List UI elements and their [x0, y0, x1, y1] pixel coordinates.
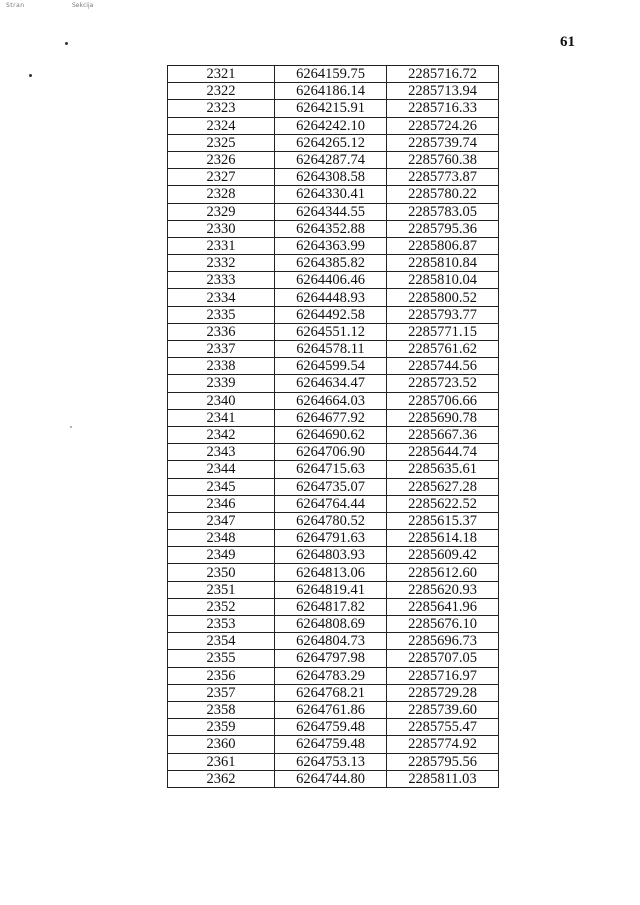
- table-row: [168, 237, 499, 254]
- table-row: [168, 134, 499, 151]
- point-number-cell: 2342: [168, 426, 275, 443]
- table-row: [168, 667, 499, 684]
- point-number-cell: 2362: [168, 770, 275, 787]
- table-row: [168, 203, 499, 220]
- point-number-cell: 2337: [168, 341, 275, 358]
- y-coordinate-cell: 2285774.92: [387, 736, 499, 753]
- table-row: [168, 151, 499, 168]
- x-coordinate-cell: 6264808.69: [275, 616, 387, 633]
- x-coordinate-cell: 6264634.47: [275, 375, 387, 392]
- x-coordinate-cell: 6264715.63: [275, 461, 387, 478]
- point-number-cell: 2355: [168, 650, 275, 667]
- y-coordinate-cell: 2285771.15: [387, 323, 499, 340]
- point-number-cell: 2335: [168, 306, 275, 323]
- table-row: [168, 117, 499, 134]
- table-row: [168, 650, 499, 667]
- y-coordinate-cell: 2285723.52: [387, 375, 499, 392]
- point-number-cell: 2336: [168, 323, 275, 340]
- coordinates-table-body: [168, 66, 499, 788]
- table-row: [168, 461, 499, 478]
- y-coordinate-cell: 2285622.52: [387, 495, 499, 512]
- x-coordinate-cell: 6264330.41: [275, 186, 387, 203]
- y-coordinate-cell: 2285739.74: [387, 134, 499, 151]
- x-coordinate-cell: 6264803.93: [275, 547, 387, 564]
- y-coordinate-cell: 2285780.22: [387, 186, 499, 203]
- y-coordinate-cell: 2285690.78: [387, 409, 499, 426]
- scan-mark-right: Sekcija: [72, 2, 94, 9]
- y-coordinate-cell: 2285706.66: [387, 392, 499, 409]
- y-coordinate-cell: 2285806.87: [387, 237, 499, 254]
- x-coordinate-cell: 6264744.80: [275, 770, 387, 787]
- y-coordinate-cell: 2285641.96: [387, 598, 499, 615]
- table-row: [168, 186, 499, 203]
- x-coordinate-cell: 6264352.88: [275, 220, 387, 237]
- table-row: [168, 220, 499, 237]
- x-coordinate-cell: 6264406.46: [275, 272, 387, 289]
- x-coordinate-cell: 6264308.58: [275, 169, 387, 186]
- table-row: [168, 323, 499, 340]
- x-coordinate-cell: 6264677.92: [275, 409, 387, 426]
- point-number-cell: 2356: [168, 667, 275, 684]
- point-number-cell: 2354: [168, 633, 275, 650]
- x-coordinate-cell: 6264265.12: [275, 134, 387, 151]
- y-coordinate-cell: 2285724.26: [387, 117, 499, 134]
- table-row: [168, 409, 499, 426]
- table-row: [168, 736, 499, 753]
- x-coordinate-cell: 6264817.82: [275, 598, 387, 615]
- point-number-cell: 2357: [168, 684, 275, 701]
- table-row: [168, 83, 499, 100]
- point-number-cell: 2353: [168, 616, 275, 633]
- table-row: [168, 392, 499, 409]
- y-coordinate-cell: 2285635.61: [387, 461, 499, 478]
- x-coordinate-cell: 6264599.54: [275, 358, 387, 375]
- table-row: [168, 598, 499, 615]
- point-number-cell: 2359: [168, 719, 275, 736]
- y-coordinate-cell: 2285627.28: [387, 478, 499, 495]
- point-number-cell: 2338: [168, 358, 275, 375]
- x-coordinate-cell: 6264753.13: [275, 753, 387, 770]
- table-row: [168, 581, 499, 598]
- table-row: [168, 426, 499, 443]
- table-row: [168, 341, 499, 358]
- point-number-cell: 2341: [168, 409, 275, 426]
- y-coordinate-cell: 2285755.47: [387, 719, 499, 736]
- y-coordinate-cell: 2285761.62: [387, 341, 499, 358]
- point-number-cell: 2327: [168, 169, 275, 186]
- table-row: [168, 684, 499, 701]
- y-coordinate-cell: 2285615.37: [387, 512, 499, 529]
- y-coordinate-cell: 2285811.03: [387, 770, 499, 787]
- point-number-cell: 2332: [168, 255, 275, 272]
- point-number-cell: 2339: [168, 375, 275, 392]
- table-row: [168, 753, 499, 770]
- y-coordinate-cell: 2285795.56: [387, 753, 499, 770]
- point-number-cell: 2350: [168, 564, 275, 581]
- x-coordinate-cell: 6264759.48: [275, 719, 387, 736]
- x-coordinate-cell: 6264363.99: [275, 237, 387, 254]
- point-number-cell: 2340: [168, 392, 275, 409]
- table-row: [168, 444, 499, 461]
- table-row: [168, 100, 499, 117]
- y-coordinate-cell: 2285667.36: [387, 426, 499, 443]
- point-number-cell: 2349: [168, 547, 275, 564]
- point-number-cell: 2322: [168, 83, 275, 100]
- y-coordinate-cell: 2285795.36: [387, 220, 499, 237]
- x-coordinate-cell: 6264551.12: [275, 323, 387, 340]
- table-row: [168, 547, 499, 564]
- x-coordinate-cell: 6264761.86: [275, 701, 387, 718]
- x-coordinate-cell: 6264819.41: [275, 581, 387, 598]
- scan-mark-left: Stran: [6, 2, 25, 9]
- table-row: [168, 495, 499, 512]
- y-coordinate-cell: 2285713.94: [387, 83, 499, 100]
- point-number-cell: 2358: [168, 701, 275, 718]
- point-number-cell: 2331: [168, 237, 275, 254]
- y-coordinate-cell: 2285716.97: [387, 667, 499, 684]
- x-coordinate-cell: 6264690.62: [275, 426, 387, 443]
- table-row: [168, 358, 499, 375]
- y-coordinate-cell: 2285716.33: [387, 100, 499, 117]
- point-number-cell: 2330: [168, 220, 275, 237]
- point-number-cell: 2321: [168, 66, 275, 83]
- point-number-cell: 2360: [168, 736, 275, 753]
- y-coordinate-cell: 2285793.77: [387, 306, 499, 323]
- y-coordinate-cell: 2285612.60: [387, 564, 499, 581]
- x-coordinate-cell: 6264759.48: [275, 736, 387, 753]
- point-number-cell: 2325: [168, 134, 275, 151]
- x-coordinate-cell: 6264706.90: [275, 444, 387, 461]
- y-coordinate-cell: 2285676.10: [387, 616, 499, 633]
- point-number-cell: 2326: [168, 151, 275, 168]
- table-row: [168, 701, 499, 718]
- page-number: 61: [560, 34, 575, 50]
- y-coordinate-cell: 2285744.56: [387, 358, 499, 375]
- x-coordinate-cell: 6264804.73: [275, 633, 387, 650]
- table-row: [168, 169, 499, 186]
- table-row: [168, 272, 499, 289]
- point-number-cell: 2351: [168, 581, 275, 598]
- point-number-cell: 2343: [168, 444, 275, 461]
- x-coordinate-cell: 6264186.14: [275, 83, 387, 100]
- y-coordinate-cell: 2285707.05: [387, 650, 499, 667]
- x-coordinate-cell: 6264344.55: [275, 203, 387, 220]
- y-coordinate-cell: 2285644.74: [387, 444, 499, 461]
- x-coordinate-cell: 6264780.52: [275, 512, 387, 529]
- point-number-cell: 2344: [168, 461, 275, 478]
- scan-speck: [70, 426, 72, 428]
- x-coordinate-cell: 6264783.29: [275, 667, 387, 684]
- x-coordinate-cell: 6264791.63: [275, 530, 387, 547]
- x-coordinate-cell: 6264287.74: [275, 151, 387, 168]
- x-coordinate-cell: 6264764.44: [275, 495, 387, 512]
- x-coordinate-cell: 6264385.82: [275, 255, 387, 272]
- table-row: [168, 375, 499, 392]
- y-coordinate-cell: 2285783.05: [387, 203, 499, 220]
- y-coordinate-cell: 2285716.72: [387, 66, 499, 83]
- scan-speck: [29, 74, 32, 77]
- point-number-cell: 2328: [168, 186, 275, 203]
- point-number-cell: 2329: [168, 203, 275, 220]
- x-coordinate-cell: 6264735.07: [275, 478, 387, 495]
- table-row: [168, 616, 499, 633]
- point-number-cell: 2346: [168, 495, 275, 512]
- table-row: [168, 289, 499, 306]
- x-coordinate-cell: 6264797.98: [275, 650, 387, 667]
- y-coordinate-cell: 2285696.73: [387, 633, 499, 650]
- y-coordinate-cell: 2285810.84: [387, 255, 499, 272]
- x-coordinate-cell: 6264448.93: [275, 289, 387, 306]
- y-coordinate-cell: 2285810.04: [387, 272, 499, 289]
- x-coordinate-cell: 6264664.03: [275, 392, 387, 409]
- y-coordinate-cell: 2285800.52: [387, 289, 499, 306]
- point-number-cell: 2333: [168, 272, 275, 289]
- table-row: [168, 478, 499, 495]
- x-coordinate-cell: 6264578.11: [275, 341, 387, 358]
- y-coordinate-cell: 2285620.93: [387, 581, 499, 598]
- point-number-cell: 2345: [168, 478, 275, 495]
- scan-speck: [65, 42, 68, 45]
- y-coordinate-cell: 2285739.60: [387, 701, 499, 718]
- x-coordinate-cell: 6264768.21: [275, 684, 387, 701]
- coordinates-table: [167, 65, 499, 788]
- y-coordinate-cell: 2285729.28: [387, 684, 499, 701]
- y-coordinate-cell: 2285614.18: [387, 530, 499, 547]
- x-coordinate-cell: 6264492.58: [275, 306, 387, 323]
- point-number-cell: 2324: [168, 117, 275, 134]
- table-row: [168, 255, 499, 272]
- table-row: [168, 770, 499, 787]
- table-row: [168, 564, 499, 581]
- point-number-cell: 2347: [168, 512, 275, 529]
- x-coordinate-cell: 6264159.75: [275, 66, 387, 83]
- table-row: [168, 719, 499, 736]
- point-number-cell: 2334: [168, 289, 275, 306]
- point-number-cell: 2361: [168, 753, 275, 770]
- x-coordinate-cell: 6264813.06: [275, 564, 387, 581]
- y-coordinate-cell: 2285773.87: [387, 169, 499, 186]
- x-coordinate-cell: 6264215.91: [275, 100, 387, 117]
- y-coordinate-cell: 2285609.42: [387, 547, 499, 564]
- y-coordinate-cell: 2285760.38: [387, 151, 499, 168]
- table-row: [168, 306, 499, 323]
- table-row: [168, 512, 499, 529]
- table-row: [168, 530, 499, 547]
- table-row: [168, 66, 499, 83]
- table-row: [168, 633, 499, 650]
- point-number-cell: 2323: [168, 100, 275, 117]
- point-number-cell: 2348: [168, 530, 275, 547]
- x-coordinate-cell: 6264242.10: [275, 117, 387, 134]
- point-number-cell: 2352: [168, 598, 275, 615]
